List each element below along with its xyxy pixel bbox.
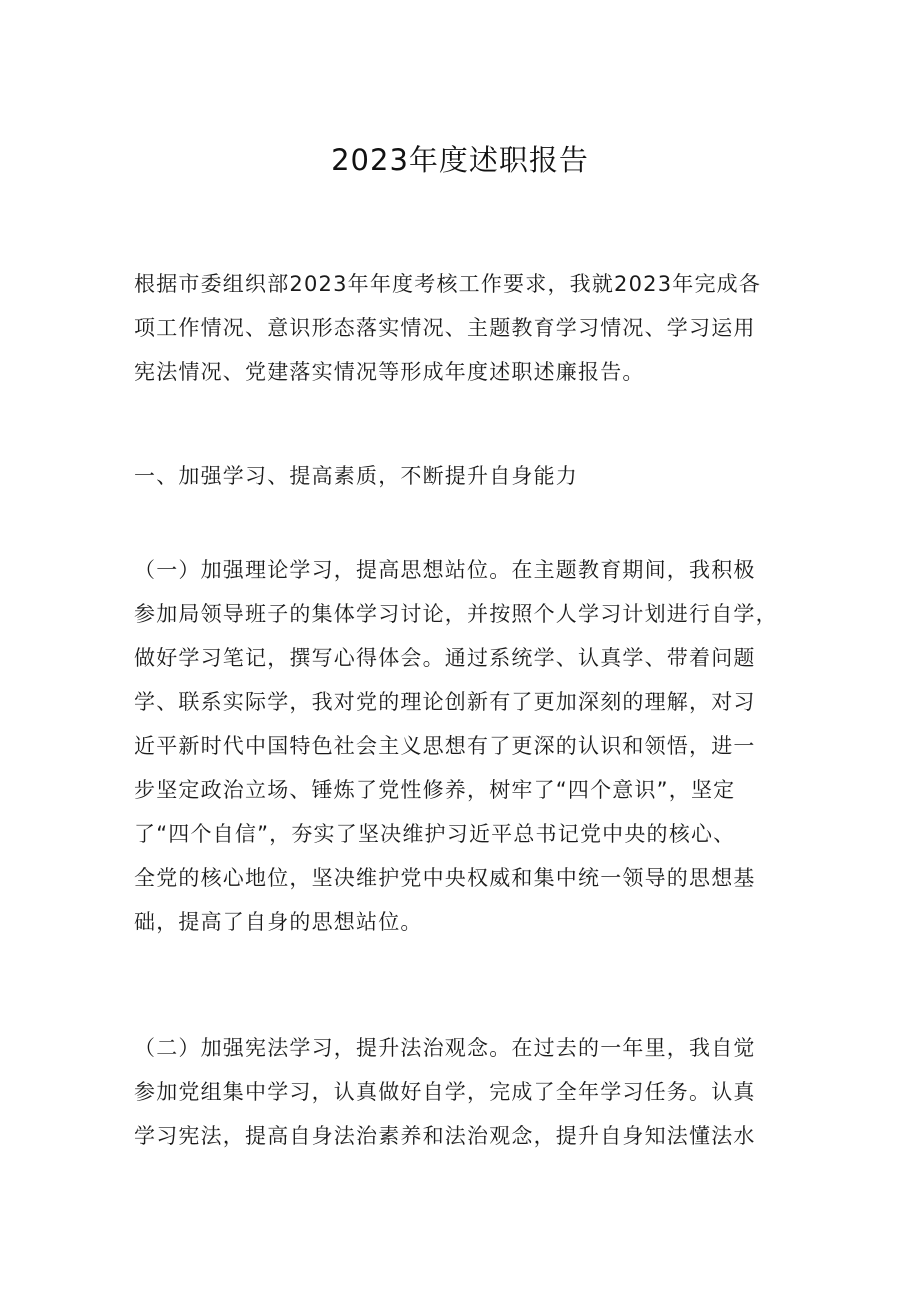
paragraph-subsection-2 bbox=[134, 1026, 794, 1158]
paragraph-line: （二）加强宪法学习，提升法治观念。在过去的一年里，我自觉 bbox=[134, 1036, 756, 1060]
paragraph-line: 步坚定政治立场、锤炼了党性修养，树牢了“四个意识”，坚定 bbox=[134, 778, 736, 802]
paragraph-line: 根据市委组织部2023年年度考核工作要求，我就2023年完成各 bbox=[134, 272, 762, 296]
paragraph-line: 项工作情况、意识形态落实情况、主题教育学习情况、学习运用 bbox=[134, 316, 756, 340]
paragraph-subsection-1 bbox=[134, 548, 794, 944]
paragraph-line: 宪法情况、党建落实情况等形成年度述职述廉报告。 bbox=[134, 360, 645, 384]
paragraph-line: 参加局领导班子的集体学习讨论，并按照个人学习计划进行自学， bbox=[134, 602, 778, 626]
heading-line: 一、加强学习、提高素质，不断提升自身能力 bbox=[134, 464, 578, 488]
paragraph-line: （一）加强理论学习，提高思想站位。在主题教育期间，我积极 bbox=[134, 558, 756, 582]
section-1-heading bbox=[134, 454, 794, 498]
paragraph-line: 了“四个自信”，夯实了坚决维护习近平总书记党中央的核心、 bbox=[134, 822, 736, 846]
paragraph-line: 全党的核心地位，坚决维护党中央权威和集中统一领导的思想基 bbox=[134, 866, 756, 890]
paragraph-line: 近平新时代中国特色社会主义思想有了更深的认识和领悟，进一 bbox=[134, 734, 756, 758]
paragraph-intro bbox=[134, 262, 794, 394]
document-title: 2023年度述职报告 bbox=[331, 143, 589, 177]
paragraph-line: 础，提高了自身的思想站位。 bbox=[134, 910, 423, 934]
paragraph-line: 做好学习笔记，撰写心得体会。通过系统学、认真学、带着问题 bbox=[134, 646, 756, 670]
paragraph-line: 参加党组集中学习，认真做好自学，完成了全年学习任务。认真 bbox=[134, 1080, 756, 1104]
paragraph-line: 学、联系实际学，我对党的理论创新有了更加深刻的理解，对习 bbox=[134, 690, 756, 714]
paragraph-line: 学习宪法，提高自身法治素养和法治观念，提升自身知法懂法水 bbox=[134, 1124, 756, 1148]
